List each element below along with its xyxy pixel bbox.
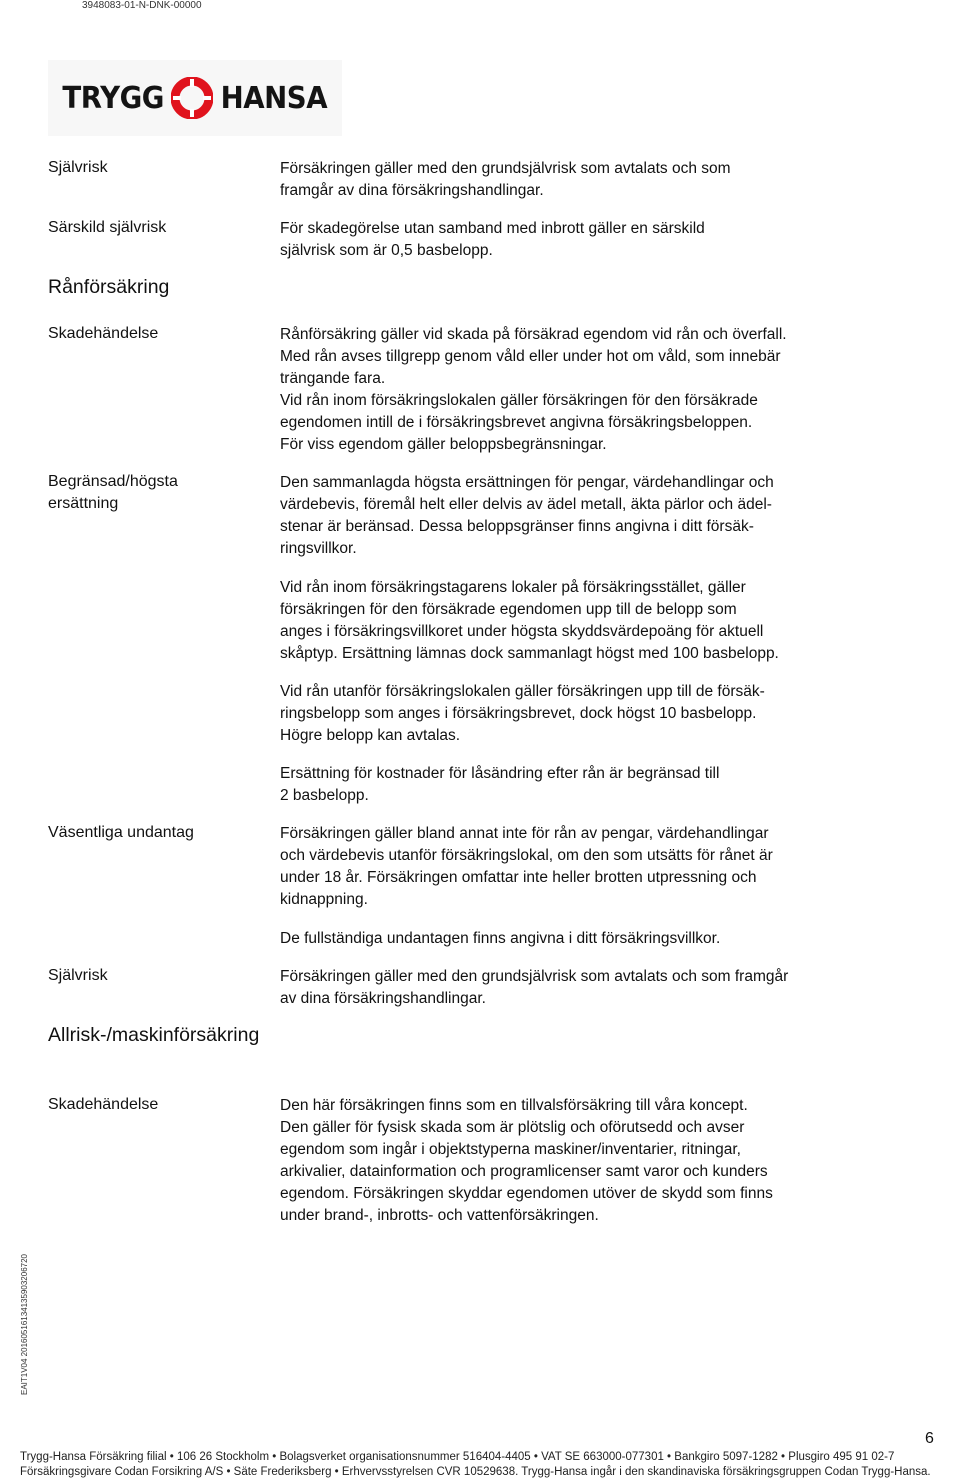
robbery-event-label: Skadehändelse	[48, 325, 159, 342]
robbery-limit-paragraph-3: Vid rån utanför försäkringslokalen gäller försäkringen upp till de försäk- ringsbelopp som anges i försäkringsbrevet, dock högst 10 basbelopp. Högre belopp kan avtalas.	[280, 683, 765, 744]
allrisk-section-title: Allrisk-/maskinförsäkring	[48, 1024, 260, 1046]
document-id: 3948083-01-N-DNK-00000	[82, 0, 202, 11]
logo-left-word: TRYGG	[62, 80, 164, 116]
robbery-limit-paragraph-4: Ersättning för kostnader för låsändring efter rån är begränsad till 2 basbelopp.	[280, 765, 720, 804]
robbery-limit-paragraph-2: Vid rån inom försäkringstagarens lokaler på försäkringsstället, gäller försäkringen för den försäkrade egendomen upp till de belopp som anges i försäkringsvillkoret under högsta skyddsvärdepoäng för aktuell skåptyp. Ersättning lämnas dock sammanlagt högst med 100 basbelopp.	[280, 579, 779, 662]
trygg-hansa-logo	[48, 60, 342, 136]
robbery-event-text: Rånförsäkring gäller vid skada på försäkrad egendom vid rån och överfall. Med rån avses tillgrepp genom våld eller under hot om våld, som innebär trängande fara. Vid rån inom försäkringslokalen gäller försäkringen för den försäkrade egendomen intill de i försäkringsbrevet angivna försäkringsbeloppen. För viss egendom gäller beloppsbegränsningar.	[280, 326, 787, 453]
deductible-label: Självrisk	[48, 159, 108, 176]
robbery-limit-paragraph-1: Den sammanlagda högsta ersättningen för pengar, värdehandlingar och värdebevis, föremål helt eller delvis av ädel metall, äkta pärlor och ädel- stenar är beränsad. Dessa beloppsgränser finns angivna i ditt försäk- ringsvillkor.	[280, 474, 774, 557]
robbery-exclusions-label: Väsentliga undantag	[48, 824, 194, 841]
special-deductible-text: För skadegörelse utan samband med inbrott gäller en särskild självrisk som är 0,5 basbelopp.	[280, 220, 705, 259]
allrisk-event-text: Den här försäkringen finns som en tillvalsförsäkring till våra koncept. Den gäller för fysisk skada som är plötslig och oförutsedd och avser egendom som ingår i objektstyperna maskiner/inventarier, ritningar, arkivalier, datainformation och programlicenser samt varor och kunders egendom. Försäkringen skyddar egendomen utöver de skydd som finns under brand-, inbrotts- och vattenförsäkringen.	[280, 1097, 773, 1224]
footer-line-2: Försäkringsgivare Codan Forsikring A/S • Säte Frederiksberg • Erhvervsstyrelsen CVR 10529638. Trygg-Hansa ingår i den skandinaviska försäkringsgruppen Codan Trygg-Hansa.	[20, 1466, 931, 1478]
allrisk-event-label: Skadehändelse	[48, 1096, 159, 1113]
page-number: 6	[925, 1430, 934, 1447]
special-deductible-label: Särskild självrisk	[48, 219, 167, 236]
deductible-text: Försäkringen gäller med den grundsjälvrisk som avtalats och som framgår av dina försäkringshandlingar.	[280, 160, 731, 199]
robbery-section-title: Rånförsäkring	[48, 276, 170, 298]
robbery-limit-label: Begränsad/högsta ersättning	[48, 473, 178, 512]
robbery-exclusions-paragraph-1: Försäkringen gäller bland annat inte för rån av pengar, värdehandlingar och värdebevis utanför försäkringslokal, om den som utsätts för rånet är under 18 år. Försäkringen omfattar inte heller brotten utpressning och kidnappning.	[280, 825, 773, 908]
robbery-exclusions-paragraph-2: De fullständiga undantagen finns angivna i ditt försäkringsvillkor.	[280, 930, 721, 947]
logo-right-word: HANSA	[220, 80, 328, 116]
robbery-deductible-label: Självrisk	[48, 967, 108, 984]
lifebuoy-icon	[171, 77, 213, 119]
side-document-code: EAIT1V04 20160516134135903206720	[20, 1253, 30, 1396]
robbery-deductible-text: Försäkringen gäller med den grundsjälvrisk som avtalats och som framgår av dina försäkringshandlingar.	[280, 968, 789, 1007]
footer-line-1: Trygg-Hansa Försäkring filial • 106 26 Stockholm • Bolagsverket organisationsnummer 516404-4405 • VAT SE 663000-077301 • Bankgiro 5097-1282 • Plusgiro 495 91 02-7	[20, 1451, 895, 1463]
